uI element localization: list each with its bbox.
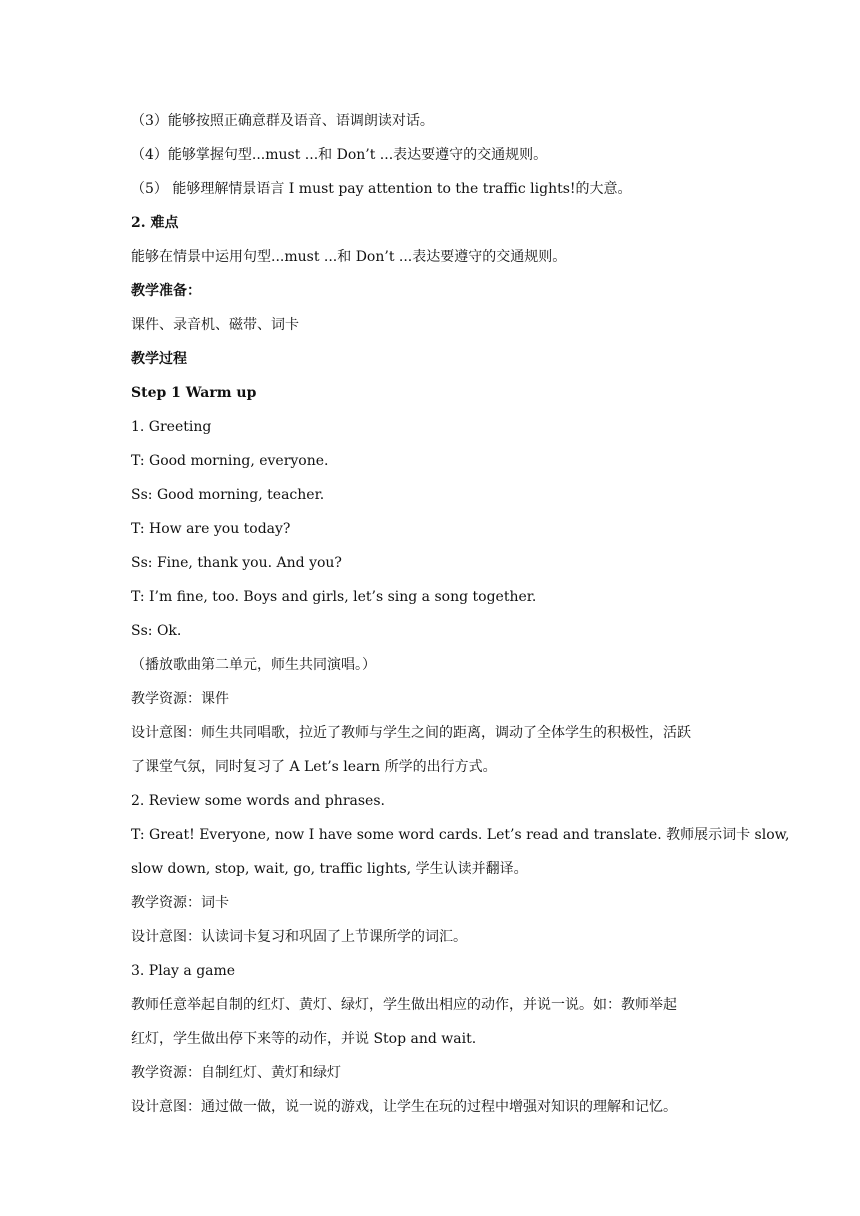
process-heading: 教学过程 xyxy=(131,351,187,367)
review-heading: 2. Review some words and phrases. xyxy=(131,793,385,809)
game-heading: 3. Play a game xyxy=(131,963,236,979)
design-intent-line: 设计意图：通过做一做，说一说的游戏，让学生在玩的过程中增强对知识的理解和记忆。 xyxy=(131,1099,677,1115)
dialogue-line: T: I’m fine, too. Boys and girls, let’s sing a song together. xyxy=(131,589,537,605)
objective-5: （5） 能够理解情景语言 I must pay attention to the traffic lights!的大意。 xyxy=(131,181,632,197)
preparation-text: 课件、录音机、磁带、词卡 xyxy=(131,317,299,333)
song-note: （播放歌曲第二单元，师生共同演唱。） xyxy=(131,657,376,673)
game-text: 教师任意举起自制的红灯、黄灯、绿灯，学生做出相应的动作，并说一说。如：教师举起 xyxy=(131,997,677,1013)
greeting-heading: 1. Greeting xyxy=(131,419,212,435)
resource-line: 教学资源：词卡 xyxy=(131,895,229,911)
difficulty-heading: 2. 难点 xyxy=(131,215,179,231)
preparation-heading: 教学准备： xyxy=(131,283,201,299)
resource-line: 教学资源：课件 xyxy=(131,691,229,707)
dialogue-line: Ss: Ok. xyxy=(131,623,182,639)
step1-heading: Step 1 Warm up xyxy=(131,385,257,401)
dialogue-line: T: Good morning, everyone. xyxy=(131,453,329,469)
review-text: slow down, stop, wait, go, traffic lights, 学生认读并翻译。 xyxy=(131,861,528,877)
objective-4: （4）能够掌握句型...must ...和 Don’t ...表达要遵守的交通规则。 xyxy=(131,147,548,163)
difficulty-text: 能够在情景中运用句型...must ...和 Don’t ...表达要遵守的交通规则。 xyxy=(131,249,567,265)
dialogue-line: Ss: Good morning, teacher. xyxy=(131,487,325,503)
design-intent-line: 了课堂气氛，同时复习了 A Let’s learn 所学的出行方式。 xyxy=(131,759,497,775)
design-intent-line: 设计意图：师生共同唱歌，拉近了教师与学生之间的距离，调动了全体学生的积极性，活跃 xyxy=(131,725,691,741)
dialogue-line: Ss: Fine, thank you. And you? xyxy=(131,555,342,571)
design-intent-line: 设计意图：认读词卡复习和巩固了上节课所学的词汇。 xyxy=(131,929,467,945)
resource-line: 教学资源：自制红灯、黄灯和绿灯 xyxy=(131,1065,341,1081)
game-text: 红灯，学生做出停下来等的动作，并说 Stop and wait. xyxy=(131,1031,477,1047)
dialogue-line: T: How are you today? xyxy=(131,521,291,537)
review-text: T: Great! Everyone, now I have some word cards. Let’s read and translate. 教师展示词卡 slow, xyxy=(131,827,790,843)
objective-3: （3）能够按照正确意群及语音、语调朗读对话。 xyxy=(131,113,434,129)
